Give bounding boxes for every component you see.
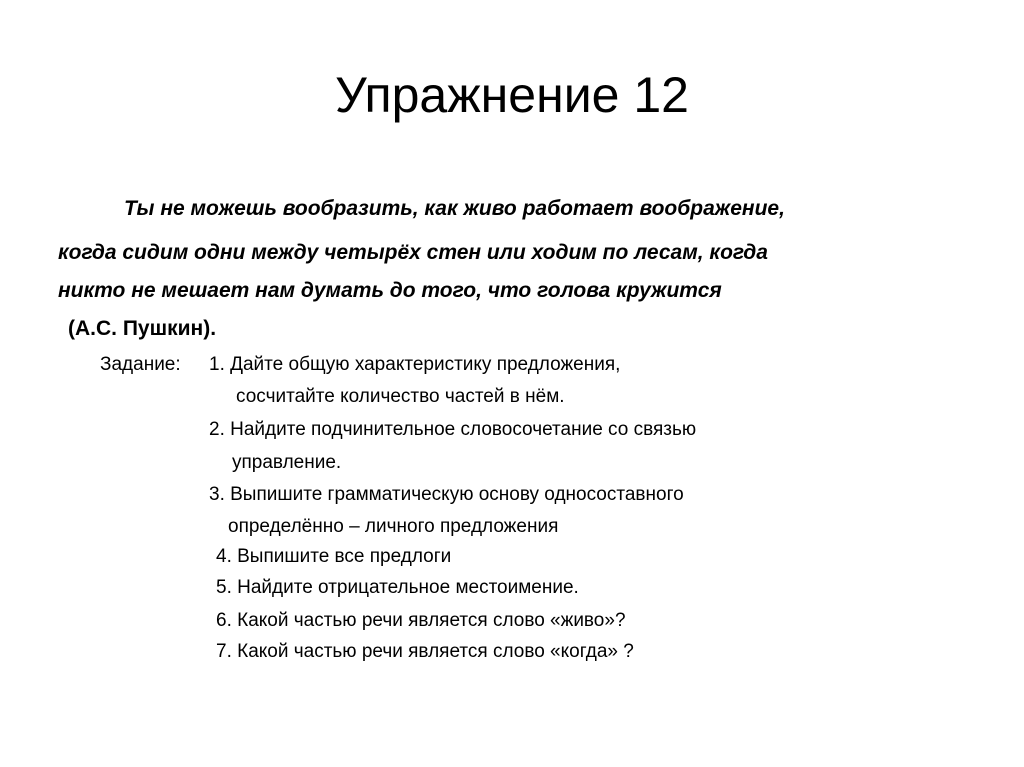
task-item-3-line-1: 3. Выпишите грамматическую основу односоставного [209,484,684,505]
slide-title: Упражнение 12 [335,67,689,123]
quote-line-3: никто не мешает нам думать до того, что голова кружится [58,279,722,302]
task-item-5: 5. Найдите отрицательное местоимение. [216,577,579,598]
task-item-1-line-2: сосчитайте количество частей в нём. [236,386,565,407]
task-item-4: 4. Выпишите все предлоги [216,546,452,567]
task-item-7: 7. Какой частью речи является слово «когда» ? [216,641,634,662]
quote-author: (А.С. Пушкин). [68,317,217,340]
task-item-2-line-2: управление. [232,452,342,473]
quote-line-1: Ты не можешь вообразить, как живо работает воображение, [124,197,785,220]
task-label: Задание: [100,354,181,375]
quote-line-2: когда сидим одни между четырёх стен или ходим по лесам, когда [58,241,768,264]
task-item-1-line-1: 1. Дайте общую характеристику предложения, [209,354,621,375]
task-item-3-line-2: определённо – личного предложения [228,516,559,537]
task-item-2-line-1: 2. Найдите подчинительное словосочетание со связью [209,419,697,440]
task-item-6: 6. Какой частью речи является слово «живо»? [216,610,626,631]
